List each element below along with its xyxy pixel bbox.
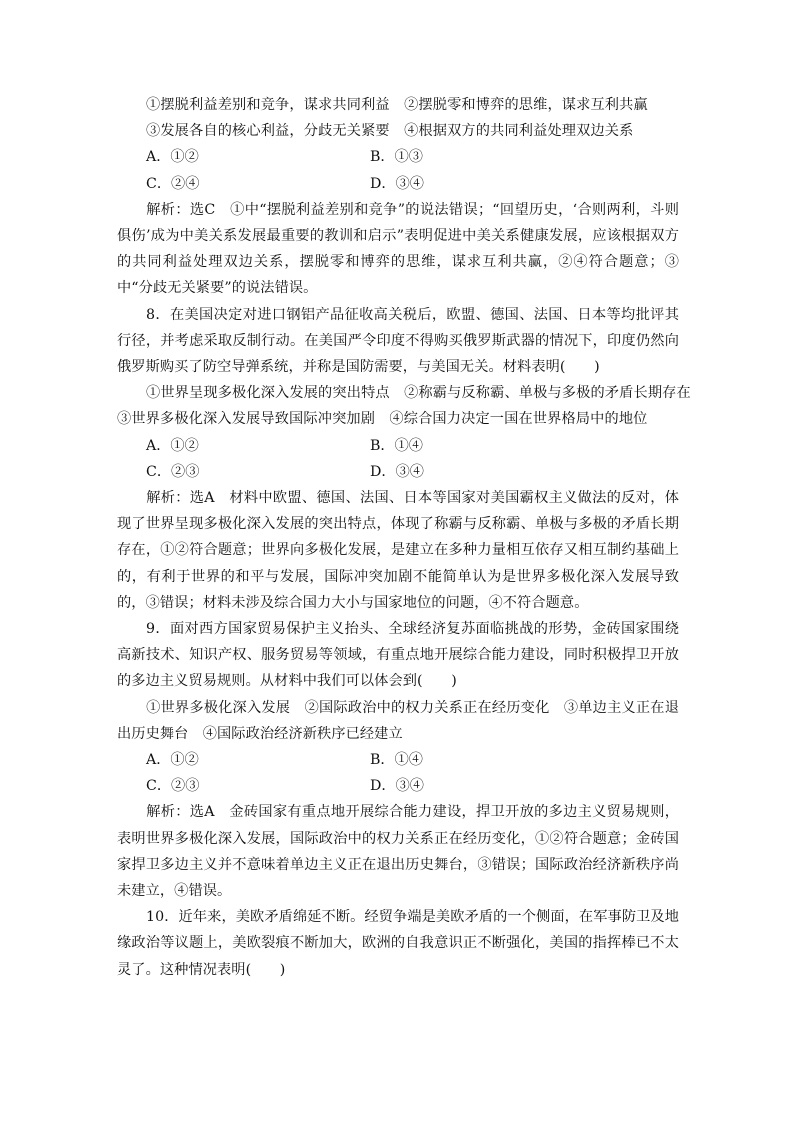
q7-choices-row-1 xyxy=(117,144,679,170)
q8-analysis-text: 解析：选A 材料中欧盟、德国、法国、日本等国家对美国霸权主义做法的反对，体现了世界呈现多极化深入发展的突出特点，体现了称霸与反称霸、单极与多极的矛盾长期存在，①②符合题意；世界向多极化发展，是建立在多种力量相互依存又相互制约基础上的，有利于世界的和平与发展，国际冲突加剧不能简单认为是世界多极化深入发展导致的，③错误；材料未涉及综合国力大小与国家地位的问题，④不符合题意。 xyxy=(117,489,679,611)
q8-stem xyxy=(117,302,679,381)
q9-choice-a: A．①② xyxy=(146,751,199,768)
q8-choices-row-2 xyxy=(117,459,679,485)
q7-options-line-2: ③发展各自的核心利益，分歧无关紧要 ④根据双方的共同利益处理双边关系 xyxy=(146,123,634,140)
q8-stem-text: 8．在美国决定对进口钢铝产品征收高关税后，欧盟、德国、法国、日本等均批评其行径，并考虑采取反制行动。在美国严令印度不得购买俄罗斯武器的情况下，印度仍然向俄罗斯购买了防空导弹系统，并称是国防需要，与美国无关。材料表明( ) xyxy=(117,306,679,375)
q9-choice-c: C．②③ xyxy=(146,778,200,795)
q7-choice-d: D．③④ xyxy=(370,175,424,192)
q9-choice-b: B．①④ xyxy=(370,751,423,768)
q7-choice-b: B．①③ xyxy=(370,149,423,166)
q7-options-line-1: ①摆脱利益差别和竞争，谋求共同利益 ②摆脱零和博弈的思维，谋求互利共赢 xyxy=(146,97,648,113)
q8-choices-row-1 xyxy=(117,433,679,459)
q9-options xyxy=(117,695,679,747)
document-body xyxy=(117,92,691,983)
q7-analysis xyxy=(117,197,679,302)
q8-options-line-2: ③世界多极化深入发展导致国际冲突加剧 ④综合国力决定一国在世界格局中的地位 xyxy=(117,411,648,428)
q7-choice-a: A．①② xyxy=(146,149,199,166)
q8-choice-a: A．①② xyxy=(146,437,199,454)
q9-analysis xyxy=(117,799,679,904)
q9-choices-row-1 xyxy=(117,747,679,773)
q8-options-line-1: ①世界呈现多极化深入发展的突出特点 ②称霸与反称霸、单极与多极的矛盾长期存在 xyxy=(146,385,691,402)
q7-choices-row-2 xyxy=(117,171,679,197)
q9-stem-text: 9．面对西方国家贸易保护主义抬头、全球经济复苏面临挑战的形势，金砖国家围绕高新技术、知识产权、服务贸易等领域，有重点地开展综合能力建设，同时积极捍卫开放的多边主义贸易规则。从材料中我们可以体会到( ) xyxy=(117,620,679,690)
q10-stem-text: 10．近年来，美欧矛盾绵延不断。经贸争端是美欧矛盾的一个侧面，在军事防卫及地缘政治等议题上，美欧裂痕不断加大，欧洲的自我意识正不断强化，美国的指挥棒已不太灵了。这种情况表明( ) xyxy=(117,909,679,978)
q7-choice-c: C．②④ xyxy=(146,175,200,192)
q8-choice-c: C．②③ xyxy=(146,463,200,480)
q10-stem xyxy=(117,904,679,983)
q9-choice-d: D．③④ xyxy=(370,778,424,795)
q8-analysis xyxy=(117,485,679,616)
q8-choice-d: D．③④ xyxy=(370,463,424,480)
q9-options-text: ①世界多极化深入发展 ②国际政治中的权力关系正在经历变化 ③单边主义正在退出历史舞台 ④国际政治经济新秩序已经建立 xyxy=(117,699,679,742)
q9-choices-row-2 xyxy=(117,773,679,799)
q9-analysis-text: 解析：选A 金砖国家有重点地开展综合能力建设，捍卫开放的多边主义贸易规则，表明世界多极化深入发展，国际政治中的权力关系正在经历变化，①②符合题意；金砖国家捍卫多边主义并不意味着单边主义正在退出历史舞台，③错误；国际政治经济新秩序尚未建立，④错误。 xyxy=(117,804,679,899)
q8-choice-b: B．①④ xyxy=(370,437,423,454)
q9-stem xyxy=(117,616,679,695)
q7-analysis-text: 解析：选C ①中“摆脱利益差别和竞争”的说法错误；“回望历史，‘合则两利，斗则俱伤’成为中美关系发展最重要的教训和启示”表明促进中美关系健康发展，应该根据双方的共同利益处理双边关系，摆脱零和博弈的思维，谋求互利共赢，②④符合题意；③中“分歧无关紧要”的说法错误。 xyxy=(117,201,679,297)
